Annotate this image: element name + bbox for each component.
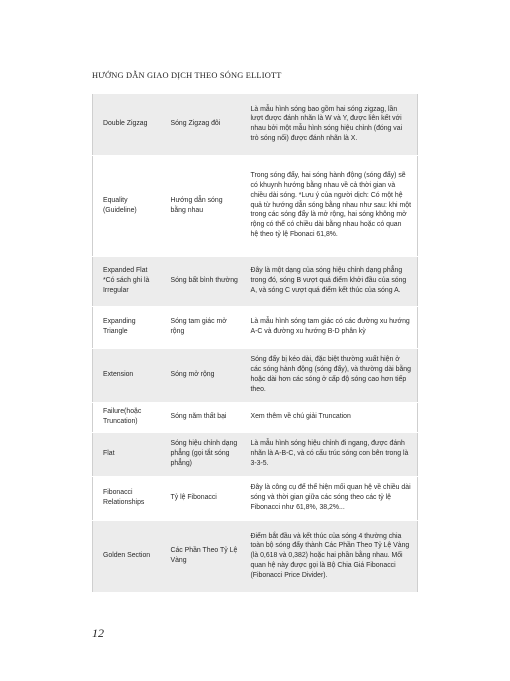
table-row (93, 402, 418, 432)
table-row (93, 306, 418, 348)
term-description: Xem thêm về chú giải Truncation (245, 402, 418, 432)
term-en: Equality (Guideline) (93, 155, 165, 256)
term-vi: Sóng tam giác mở rộng (165, 306, 245, 348)
term-vi: Sóng năm thất bại (165, 402, 245, 432)
page-number: 12 (92, 626, 104, 640)
term-en: Golden Section (93, 520, 165, 592)
term-description: Sóng đẩy bị kéo dài, đặc biệt thường xuất hiện ở các sóng hành động (sóng đẩy), và thường dài bằng hoặc dài hơn các sóng ở cấp độ sóng cao hơn tiếp theo. (245, 348, 418, 402)
term-en: Flat (93, 432, 165, 476)
term-vi: Các Phần Theo Tỷ Lệ Vàng (165, 520, 245, 592)
term-en: Extension (93, 348, 165, 402)
table-row (93, 155, 418, 256)
table-row (93, 520, 418, 592)
table-row (93, 432, 418, 476)
table-row (93, 94, 418, 155)
term-vi: Sóng hiệu chỉnh dạng phẳng (gọi tắt sóng phẳng) (165, 432, 245, 476)
term-vi: Sóng Zigzag đôi (165, 94, 245, 155)
table-row (93, 256, 418, 306)
running-header: HƯỚNG DẪN GIAO DỊCH THEO SÓNG ELLIOTT (92, 71, 282, 80)
term-en: Fibonacci Relationships (93, 476, 165, 520)
term-description: Là mẫu hình sóng bao gồm hai sóng zigzag, lần lượt được đánh nhãn là W và Y, được liên kết với nhau bởi một mẫu hình sóng hiệu chỉnh (đóng vai trò sóng nối) được đánh nhãn là X. (245, 94, 418, 155)
table-row (93, 348, 418, 402)
term-description: Là mẫu hình sóng hiệu chỉnh đi ngang, được đánh nhãn là A-B-C, và có cấu trúc sóng con bên trong là 3-3-5. (245, 432, 418, 476)
term-en: Expanding Triangle (93, 306, 165, 348)
term-vi: Sóng bất bình thường (165, 256, 245, 306)
term-vi: Tỷ lệ Fibonacci (165, 476, 245, 520)
term-description: Là mẫu hình sóng tam giác có các đường xu hướng A-C và đường xu hướng B-D phân kỳ (245, 306, 418, 348)
term-vi: Hướng dẫn sóng bằng nhau (165, 155, 245, 256)
term-vi: Sóng mở rộng (165, 348, 245, 402)
term-description: Điểm bắt đầu và kết thúc của sóng 4 thường chia toàn bộ sóng đẩy thành Các Phần Theo Tỷ Lệ Vàng (là 0,618 và 0,382) hoặc hai phần bằng nhau. Mối quan hệ này được gọi là Bộ Chia Giá Fibonacci (Fibonacci Price Divider). (245, 520, 418, 592)
term-description: Trong sóng đẩy, hai sóng hành động (sóng đẩy) sẽ có khuynh hướng bằng nhau về cả thời gian và chiều dài sóng. *Lưu ý của người dịch: Có một hệ quả từ hướng dẫn sóng bằng nhau như sau: khi một trong các sóng đẩy là mở rộng, hai sóng không mở rộng có thể có chiều dài bằng nhau hoặc có quan hệ theo tỷ lệ Fbonaci 61,8%. (245, 155, 418, 256)
table-row (93, 476, 418, 520)
term-en: Double Zigzag (93, 94, 165, 155)
term-en: Failure(hoặc Truncation) (93, 402, 165, 432)
term-description: Đây là một dạng của sóng hiệu chỉnh dạng phẳng trong đó, sóng B vượt quá điểm khởi đầu của sóng A, và sóng C vượt quá điểm kết thúc của sóng A. (245, 256, 418, 306)
term-description: Đây là công cụ để thể hiện mối quan hệ về chiều dài sóng và thời gian giữa các sóng theo các tỷ lệ Fibonacci như 61,8%, 38,2%... (245, 476, 418, 520)
glossary-table (92, 94, 418, 593)
term-en: Expanded Flat *Có sách ghi là Irregular (93, 256, 165, 306)
